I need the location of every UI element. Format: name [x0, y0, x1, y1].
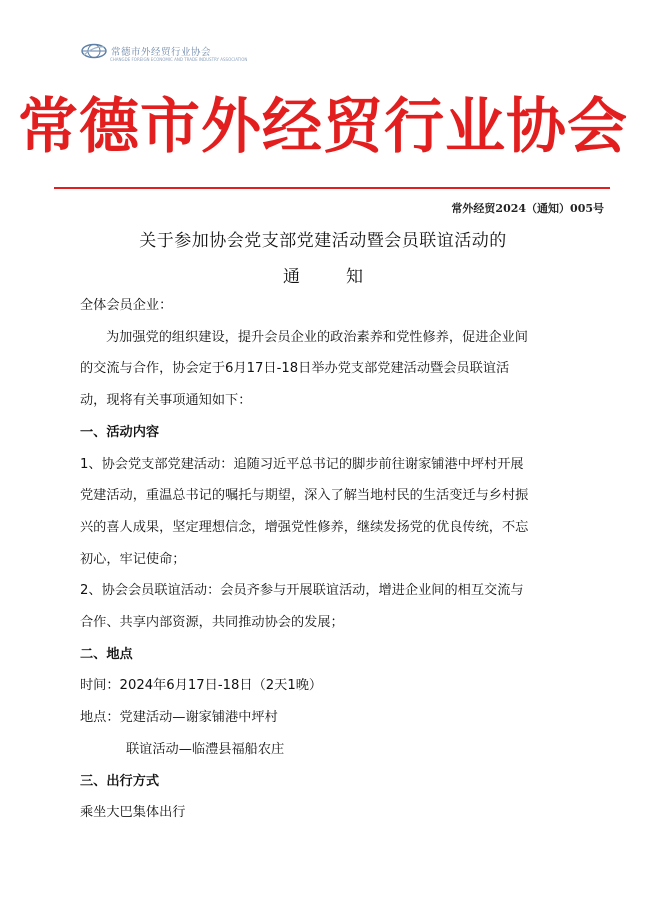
- globe-logo-icon: [80, 42, 108, 60]
- org-logo-subtext: CHANGDE FOREIGN ECONOMIC AND TRADE INDUSTRY ASSOCIATION: [110, 57, 248, 62]
- document-number: 常外经贸2024（通知）005号: [451, 202, 604, 215]
- masthead-divider: [54, 187, 610, 189]
- place-line-2: 联谊活动—临澧县福船农庄: [126, 741, 285, 757]
- section-heading-travel: 三、出行方式: [80, 773, 160, 789]
- notice-title: 关于参加协会党支部党建活动暨会员联谊活动的: [139, 231, 507, 251]
- time-line: 时间：2024年6月17日-18日（2天1晚）: [80, 678, 323, 694]
- org-logo-text: 常德市外经贸行业协会: [111, 47, 212, 58]
- travel-line: 乘坐大巴集体出行: [80, 805, 186, 821]
- section-heading-activities: 一、活动内容: [80, 424, 160, 440]
- activity-item-line: 1、协会党支部党建活动：追随习近平总书记的脚步前往谢家铺港中坪村开展: [80, 456, 524, 472]
- activity-item-line: 党建活动，重温总书记的嘱托与期望，深入了解当地村民的生活变迁与乡村振: [80, 488, 529, 504]
- notice-title-line2: [0, 262, 646, 287]
- activity-item-line: 2、协会会员联谊活动：会员齐参与开展联谊活动，增进企业间的相互交流与: [80, 583, 524, 599]
- activity-item-line: 兴的喜人成果，坚定理想信念，增强党性修养，继续发扬党的优良传统，不忘: [80, 519, 529, 535]
- title-char: 通: [283, 267, 300, 287]
- notice-body: [80, 290, 600, 829]
- intro-line: 为加强党的组织建设，提升会员企业的政治素养和党性修养，促进企业间: [106, 329, 528, 345]
- place-line: 地点：党建活动—谢家铺港中坪村: [80, 710, 278, 726]
- salutation: 全体会员企业：: [80, 298, 173, 313]
- intro-line: 动，现将有关事项通知如下：: [80, 393, 252, 409]
- activity-item-line: 合作、共享内部资源，共同推动协会的发展；: [80, 615, 344, 631]
- section-heading-location: 二、地点: [80, 646, 133, 662]
- activity-item-line: 初心，牢记使命；: [80, 551, 186, 567]
- title-char: 知: [346, 267, 363, 287]
- intro-line: 的交流与合作，协会定于6月17日-18日举办党支部党建活动暨会员联谊活: [80, 361, 510, 377]
- masthead-title: 常德市外经贸行业协会: [18, 92, 628, 162]
